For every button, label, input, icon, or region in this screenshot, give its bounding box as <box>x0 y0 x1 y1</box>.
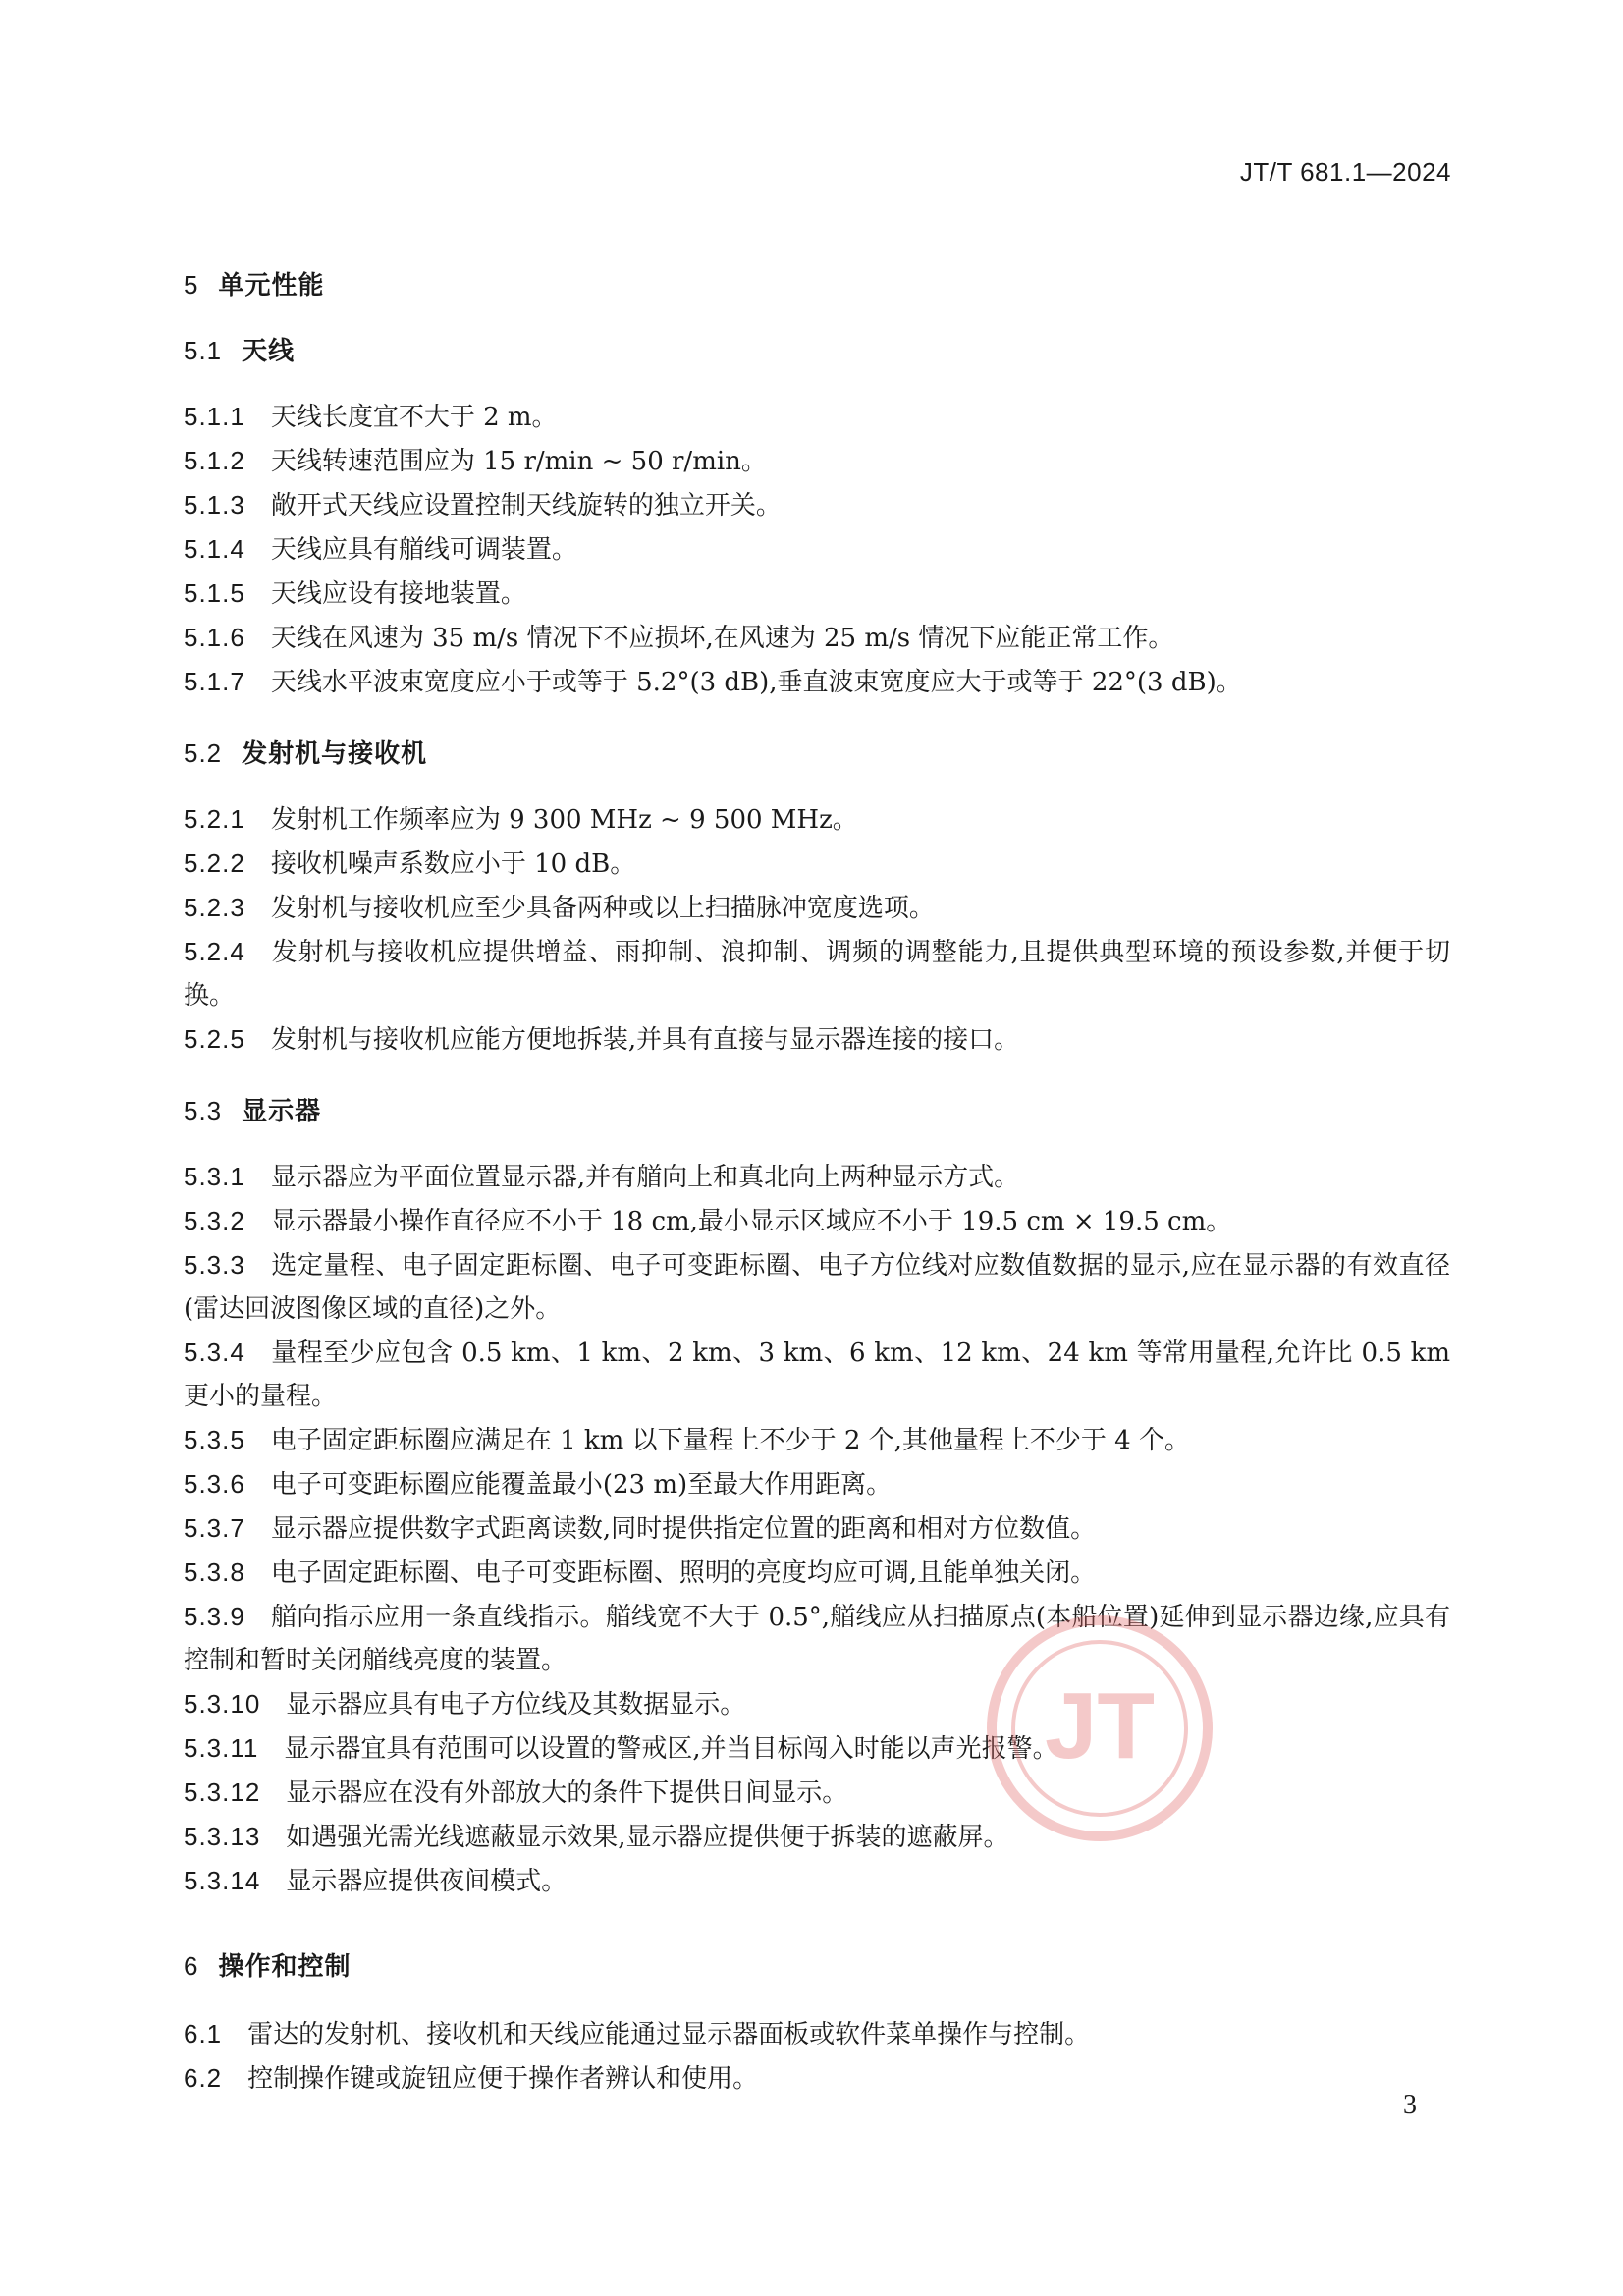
clause <box>184 2012 1450 2056</box>
clause-number: 5.2.5 <box>184 1024 245 1054</box>
clause <box>184 1682 1450 1726</box>
clause <box>184 1595 1450 1682</box>
clause <box>184 395 1450 439</box>
clause-number: 5.3.12 <box>184 1777 261 1807</box>
stamp-text: JT <box>1044 1673 1156 1778</box>
clause-text: 电子可变距标圈应能覆盖最小(23 m)至最大作用距离。 <box>270 1470 893 1500</box>
subsection-number: 5.1 <box>184 336 223 365</box>
clause-number: 5.3.10 <box>184 1689 261 1719</box>
clause <box>184 1243 1450 1331</box>
clause-number: 6.1 <box>184 2019 223 2049</box>
clause-number: 5.2.1 <box>184 804 245 834</box>
clause-number: 5.3.6 <box>184 1469 245 1499</box>
clause-text: 发射机与接收机应提供增益、雨抑制、浪抑制、调频的调整能力,且提供典型环境的预设参数,并便于切换。 <box>184 938 1450 1011</box>
clause-number: 5.1.7 <box>184 667 245 696</box>
subsection-heading <box>184 1091 1450 1127</box>
clause <box>184 1815 1450 1859</box>
clause-text: 显示器应提供数字式距离读数,同时提供指定位置的距离和相对方位数值。 <box>270 1514 1097 1544</box>
clause-text: 天线转速范围应为 15 r/min ~ 50 r/min。 <box>270 447 767 476</box>
clause-text: 天线应具有艏线可调装置。 <box>270 535 577 565</box>
clause-text: 显示器应为平面位置显示器,并有艏向上和真北向上两种显示方式。 <box>270 1163 1020 1192</box>
clause <box>184 572 1450 616</box>
subsection-heading <box>184 331 1450 367</box>
clause-text: 艏向指示应用一条直线指示。艏线宽不大于 0.5°,艏线应从扫描原点(本船位置)延伸到显示器边缘,应具有控制和暂时关闭艏线亮度的装置。 <box>184 1603 1450 1675</box>
document-code: JT/T 681.1—2024 <box>1239 157 1451 187</box>
clause-text: 天线水平波束宽度应小于或等于 5.2°(3 dB),垂直波束宽度应大于或等于 22°(3 dB)。 <box>270 668 1242 697</box>
clause <box>184 660 1450 704</box>
clause-number: 5.1.5 <box>184 578 245 608</box>
clause-number: 5.2.4 <box>184 937 245 966</box>
clause-number: 5.3.5 <box>184 1425 245 1454</box>
clause-list <box>184 1155 1450 1903</box>
clause-number: 5.3.11 <box>184 1733 259 1763</box>
clause-text: 天线应设有接地装置。 <box>270 579 526 609</box>
clause <box>184 930 1450 1017</box>
clause-text: 显示器应在没有外部放大的条件下提供日间显示。 <box>286 1778 848 1808</box>
section-number: 5 <box>184 270 199 300</box>
clause <box>184 1418 1450 1462</box>
clause <box>184 1199 1450 1243</box>
clause-number: 5.2.3 <box>184 893 245 922</box>
clause-number: 6.2 <box>184 2063 223 2093</box>
clause <box>184 1017 1450 1062</box>
clause-number: 5.3.8 <box>184 1558 245 1587</box>
clause <box>184 797 1450 842</box>
clause <box>184 1462 1450 1506</box>
clause <box>184 1155 1450 1199</box>
clause-text: 电子固定距标圈、电子可变距标圈、照明的亮度均应可调,且能单独关闭。 <box>270 1558 1097 1588</box>
clause <box>184 1859 1450 1903</box>
clause-text: 选定量程、电子固定距标圈、电子可变距标圈、电子方位线对应数值数据的显示,应在显示器的有效直径(雷达回波图像区域的直径)之外。 <box>184 1251 1450 1324</box>
clause <box>184 842 1450 886</box>
clause-text: 发射机与接收机应至少具备两种或以上扫描脉冲宽度选项。 <box>270 894 935 923</box>
section-title: 操作和控制 <box>218 1952 352 1982</box>
clause-text: 显示器宜具有范围可以设置的警戒区,并当目标闯入时能以声光报警。 <box>284 1734 1058 1764</box>
clause <box>184 616 1450 660</box>
clause <box>184 527 1450 572</box>
clause-number: 5.1.1 <box>184 402 245 431</box>
clause-number: 5.2.2 <box>184 848 245 878</box>
jt-stamp-watermark <box>982 1611 1217 1846</box>
section-number: 6 <box>184 1951 199 1981</box>
clause <box>184 1506 1450 1551</box>
section-title: 单元性能 <box>218 271 325 301</box>
clause-text: 控制操作键或旋钮应便于操作者辨认和使用。 <box>247 2064 759 2094</box>
page-number: 3 <box>1403 2090 1417 2120</box>
clause-text: 雷达的发射机、接收机和天线应能通过显示器面板或软件菜单操作与控制。 <box>247 2020 1091 2050</box>
clause <box>184 483 1450 527</box>
clause <box>184 1551 1450 1595</box>
subsection-title: 天线 <box>242 337 296 366</box>
clause-list <box>184 797 1450 1062</box>
clause-text: 显示器应具有电子方位线及其数据显示。 <box>286 1690 746 1720</box>
clause <box>184 439 1450 483</box>
clause-number: 5.1.6 <box>184 623 245 652</box>
subsection-heading <box>184 734 1450 770</box>
section-heading <box>184 1946 1450 1983</box>
document-body <box>184 265 1450 2101</box>
clause <box>184 1771 1450 1815</box>
clause-list <box>184 395 1450 704</box>
clause-number: 5.3.1 <box>184 1162 245 1191</box>
clause-number: 5.1.4 <box>184 534 245 564</box>
clause-text: 接收机噪声系数应小于 10 dB。 <box>270 849 636 879</box>
clause-number: 5.3.3 <box>184 1250 245 1280</box>
section-heading <box>184 265 1450 301</box>
clause-text: 显示器应提供夜间模式。 <box>286 1867 568 1896</box>
clause-text: 量程至少应包含 0.5 km、1 km、2 km、3 km、6 km、12 km、24 km 等常用量程,允许比 0.5 km 更小的量程。 <box>184 1339 1450 1411</box>
clause <box>184 2056 1450 2101</box>
clause-text: 显示器最小操作直径应不小于 18 cm,最小显示区域应不小于 19.5 cm × 19.5 cm。 <box>270 1207 1232 1236</box>
subsection-number: 5.2 <box>184 738 223 768</box>
subsection-number: 5.3 <box>184 1096 223 1125</box>
clause-text: 电子固定距标圈应满足在 1 km 以下量程上不少于 2 个,其他量程上不少于 4 个。 <box>270 1426 1190 1455</box>
clause <box>184 886 1450 930</box>
clause-text: 天线在风速为 35 m/s 情况下不应损坏,在风速为 25 m/s 情况下应能正常工作。 <box>270 624 1174 653</box>
clause-number: 5.3.9 <box>184 1602 245 1631</box>
clause-number: 5.3.7 <box>184 1513 245 1543</box>
clause-text: 天线长度宜不大于 2 m。 <box>270 403 558 432</box>
clause-number: 5.3.13 <box>184 1822 261 1851</box>
clause-list <box>184 2012 1450 2101</box>
clause-text: 发射机工作频率应为 9 300 MHz ~ 9 500 MHz。 <box>270 805 858 835</box>
clause-number: 5.1.2 <box>184 446 245 475</box>
clause-text: 发射机与接收机应能方便地拆装,并具有直接与显示器连接的接口。 <box>270 1025 1020 1055</box>
clause <box>184 1726 1450 1771</box>
subsection-title: 发射机与接收机 <box>242 739 428 769</box>
clause-number: 5.3.2 <box>184 1206 245 1235</box>
subsection-title: 显示器 <box>242 1097 322 1126</box>
clause-text: 敞开式天线应设置控制天线旋转的独立开关。 <box>270 491 782 520</box>
clause-text: 如遇强光需光线遮蔽显示效果,显示器应提供便于拆装的遮蔽屏。 <box>286 1823 1009 1852</box>
clause <box>184 1331 1450 1418</box>
clause-number: 5.3.4 <box>184 1338 245 1367</box>
clause-number: 5.1.3 <box>184 490 245 519</box>
clause-number: 5.3.14 <box>184 1866 261 1895</box>
